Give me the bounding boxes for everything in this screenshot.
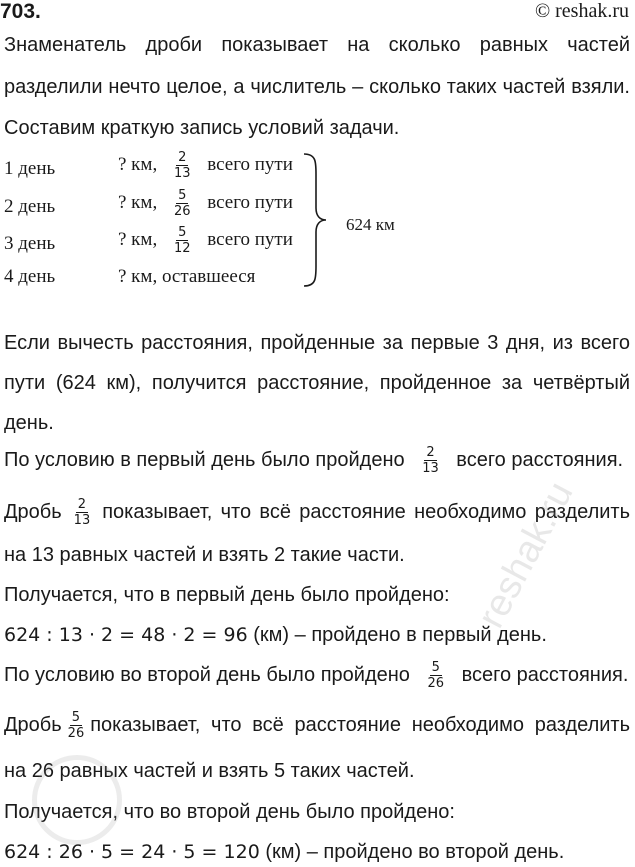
problem-number: 703.: [0, 0, 41, 23]
condition-detail-3: ? км, $\frac{5}{12}$ всего пути: [118, 225, 293, 256]
para6-line-2: на 26 равных частей и взять 5 таких частей.: [4, 760, 415, 782]
para6-line-1: Дробь $\frac{5}{26}$ показывает, что всё расстояние необходимо разделить: [4, 710, 630, 741]
para3-line-2: на 13 равных частей и взять 2 такие части.: [4, 544, 405, 566]
fraction: $\frac{2}{13}$: [73, 497, 91, 528]
total-distance: 624 км: [346, 215, 395, 234]
condition-detail-1: ? км, $\frac{2}{13}$ всего пути: [118, 150, 293, 181]
fraction: $\frac{5}{12}$: [173, 225, 191, 256]
equation-2-text: (км) – пройдено во второй день.: [259, 841, 565, 863]
para3-line-1: Дробь $\frac{2}{13}$ показывает, что всё расстояние необходимо разделить: [4, 497, 630, 528]
site-label: © reshak.ru: [534, 0, 629, 22]
equation-2-math: 624 : 26 · 5 = 24 · 5 = 120: [4, 841, 260, 863]
curly-brace: [300, 150, 330, 290]
condition-day-2: 2 день: [4, 196, 56, 217]
condition-detail-2: ? км, $\frac{5}{26}$ всего пути: [118, 188, 293, 219]
condition-detail-4: ? км, оставшееся: [118, 266, 256, 287]
para1-line-3: день.: [4, 412, 54, 434]
equation-1-text: (км) – пройдено в первый день.: [247, 624, 547, 646]
fraction: $\frac{2}{13}$: [422, 445, 439, 476]
intro-line-3: Составим краткую запись условий задачи.: [4, 117, 400, 139]
equation-2: [4, 841, 564, 864]
intro-line-2: разделили нечто целое, а числитель – сколько таких частей взяли.: [4, 76, 630, 98]
fraction: $\frac{2}{13}$: [173, 150, 191, 181]
para5: По условию во второй день было пройдено $\frac{5}{26}$ всего расстояния.: [4, 660, 629, 691]
para1-line-2: пути (624 км), получится расстояние, пройденное за четвёртый: [4, 372, 630, 394]
fraction: $\frac{5}{26}$: [427, 660, 445, 691]
para4: Получается, что в первый день было пройдено:: [4, 584, 450, 606]
equation-1-math: 624 : 13 · 2 = 48 · 2 = 96: [4, 624, 248, 646]
condition-day-1: 1 день: [4, 158, 56, 179]
intro-line-1: Знаменатель дроби показывает на сколько равных частей: [4, 34, 630, 56]
para1-line-1: Если вычесть расстояния, пройденные за первые 3 дня, из всего: [4, 332, 630, 354]
condition-day-3: 3 день: [4, 233, 56, 254]
watermark-circle: [32, 755, 122, 845]
fraction: $\frac{5}{26}$: [67, 710, 85, 741]
condition-day-4: 4 день: [4, 266, 56, 287]
para7: Получается, что во второй день было пройдено:: [4, 801, 455, 823]
equation-1: [4, 624, 547, 647]
fraction: $\frac{5}{26}$: [173, 188, 191, 219]
para2: По условию в первый день было пройдено $\frac{2}{13}$ всего расстояния.: [4, 445, 624, 476]
watermark-text: reshak.ru: [470, 475, 582, 635]
